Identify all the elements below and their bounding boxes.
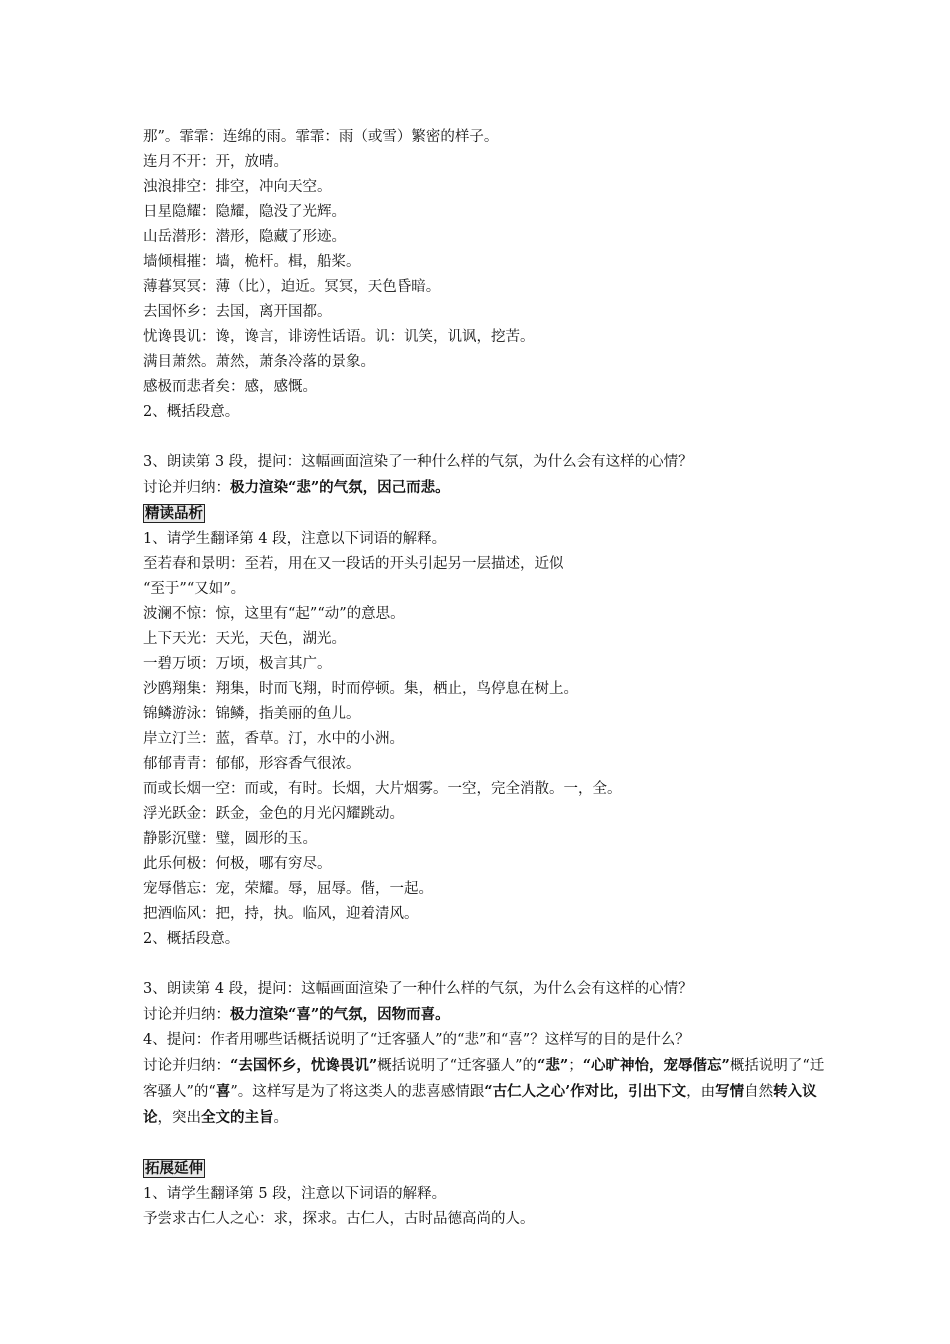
text-segment: 。 <box>273 1110 288 1126</box>
text-segment: 把酒临风：把，持，执。临风，迎着清风。 <box>143 906 419 922</box>
text-segment: 连月不开：开，放晴。 <box>143 154 288 170</box>
text-segment: ，由 <box>686 1084 716 1100</box>
bold-text: 转入议论 <box>143 1083 817 1126</box>
text-line <box>143 375 833 400</box>
text-line <box>143 1053 833 1131</box>
text-segment: 1、请学生翻译第 5 段，注意以下词语的解释。 <box>143 1186 447 1202</box>
text-line <box>143 450 833 475</box>
text-line <box>143 275 833 300</box>
text-line <box>143 1182 833 1207</box>
text-segment: 1、请学生翻译第 4 段，注意以下词语的解释。 <box>143 531 447 547</box>
text-line <box>143 852 833 877</box>
text-line <box>143 350 833 375</box>
text-segment: 2、概括段意。 <box>143 931 240 947</box>
text-line <box>143 150 833 175</box>
text-segment: ，突出 <box>157 1110 201 1126</box>
text-segment: 日星隐耀：隐耀，隐没了光辉。 <box>143 204 346 220</box>
text-segment: ”。这样写是为了将这类人的悲喜感情跟 <box>230 1084 485 1100</box>
bold-text: “去国怀乡，忧谗畏讥” <box>230 1057 378 1074</box>
text-segment: 讨论并归纳： <box>143 1007 230 1023</box>
text-segment: 郁郁青青：郁郁，形容香气很浓。 <box>143 756 361 772</box>
text-segment: 而或长烟一空：而或，有时。长烟，大片烟雾。一空，完全消散。一，全。 <box>143 781 622 797</box>
text-line <box>143 475 833 501</box>
text-segment: 忧谗畏讥：谗，谗言，诽谤性话语。讥：讥笑，讥讽，挖苦。 <box>143 329 535 345</box>
text-line <box>143 225 833 250</box>
text-line <box>143 1028 833 1053</box>
text-segment: 沙鸥翔集：翔集，时而飞翔，时而停顿。集，栖止，鸟停息在树上。 <box>143 681 578 697</box>
text-line <box>143 877 833 902</box>
text-segment: 波澜不惊：惊，这里有“起”“动”的意思。 <box>143 606 405 622</box>
section-heading-label: 拓展延伸 <box>145 1160 203 1177</box>
text-line <box>143 652 833 677</box>
text-segment: 满目萧然。萧然，萧条冷落的景象。 <box>143 354 375 370</box>
text-line <box>143 927 833 952</box>
text-line <box>143 125 833 150</box>
text-segment: 此乐何极：何极，哪有穷尽。 <box>143 856 332 872</box>
blank-line <box>143 425 833 450</box>
text-line <box>143 752 833 777</box>
text-line <box>143 977 833 1002</box>
bold-text: 极力渲染“喜”的气氛，因物而喜。 <box>230 1006 450 1023</box>
text-line <box>143 627 833 652</box>
text-segment: 锦鳞游泳：锦鳞，指美丽的鱼儿。 <box>143 706 361 722</box>
bold-text: 写情 <box>715 1083 745 1100</box>
document-body <box>143 125 833 1232</box>
section-heading-label: 精读品析 <box>145 505 203 522</box>
text-line <box>143 250 833 275</box>
text-line <box>143 777 833 802</box>
text-segment: 自然 <box>744 1084 774 1100</box>
text-line <box>143 527 833 552</box>
bold-text: “古仁人之心’作对比，引出下文 <box>484 1083 687 1100</box>
bold-text: 极力渲染“悲”的气氛，因己而悲。 <box>230 479 450 496</box>
bold-text: “心旷神怡，宠辱偕忘” <box>582 1057 730 1074</box>
text-line <box>143 400 833 425</box>
text-segment: 讨论并归纳： <box>143 1058 230 1074</box>
text-segment: 4、提问：作者用哪些话概括说明了“迁客骚人”的“悲”和“喜”？这样写的目的是什么？ <box>143 1032 690 1048</box>
text-segment: 那”。霏霏：连绵的雨。霏霏：雨（或雪）繁密的样子。 <box>143 129 499 145</box>
text-segment: 薄暮冥冥：薄（比），迫近。冥冥，天色昏暗。 <box>143 279 441 295</box>
text-segment: 山岳潜形：潜形，隐藏了形迹。 <box>143 229 346 245</box>
text-segment: 予尝求古仁人之心：求，探求。古仁人，古时品德高尚的人。 <box>143 1211 535 1227</box>
text-line <box>143 902 833 927</box>
text-line <box>143 1207 833 1232</box>
bold-text: 喜 <box>215 1083 231 1100</box>
text-segment: 上下天光：天光，天色，湖光。 <box>143 631 346 647</box>
text-line <box>143 200 833 225</box>
text-segment: 宠辱偕忘：宠，荣耀。辱，屈辱。偕，一起。 <box>143 881 433 897</box>
text-segment: 静影沉璧：璧，圆形的玉。 <box>143 831 317 847</box>
blank-line <box>143 1131 833 1156</box>
text-segment: 概括说明了“迁客骚人”的“ <box>143 1058 825 1100</box>
text-segment: 浮光跃金：跃金，金色的月光闪耀跳动。 <box>143 806 404 822</box>
section-heading <box>143 1156 833 1182</box>
text-segment: 3、朗读第 4 段，提问：这幅画面渲染了一种什么样的气氛，为什么会有这样的心情？ <box>143 981 693 997</box>
text-line <box>143 727 833 752</box>
text-line <box>143 802 833 827</box>
text-segment: 一碧万顷：万顷，极言其广。 <box>143 656 332 672</box>
bold-text: “悲” <box>537 1057 569 1074</box>
section-heading <box>143 501 833 527</box>
text-segment: 感极而悲者矣：感，感慨。 <box>143 379 317 395</box>
text-segment: “至于”“又如”。 <box>143 581 246 597</box>
text-line <box>143 175 833 200</box>
blank-line <box>143 952 833 977</box>
text-segment: ； <box>568 1058 583 1074</box>
text-segment: 2、概括段意。 <box>143 404 240 420</box>
text-segment: 墙倾楫摧：墙，桅杆。楫，船桨。 <box>143 254 361 270</box>
text-line <box>143 577 833 602</box>
text-line <box>143 552 833 577</box>
text-segment: 概括说明了“迁客骚人”的 <box>377 1058 538 1074</box>
text-line <box>143 677 833 702</box>
text-line <box>143 602 833 627</box>
text-segment: 岸立汀兰：蓝，香草。汀，水中的小洲。 <box>143 731 404 747</box>
text-line <box>143 300 833 325</box>
text-line <box>143 325 833 350</box>
text-segment: 3、朗读第 3 段，提问：这幅画面渲染了一种什么样的气氛，为什么会有这样的心情？ <box>143 454 693 470</box>
bold-text: 全文的主旨 <box>201 1109 274 1126</box>
text-segment: 讨论并归纳： <box>143 480 230 496</box>
text-segment: 至若春和景明：至若，用在又一段话的开头引起另一层描述，近似 <box>143 556 564 572</box>
text-segment: 浊浪排空：排空，冲向天空。 <box>143 179 332 195</box>
text-segment: 去国怀乡：去国，离开国都。 <box>143 304 332 320</box>
text-line <box>143 827 833 852</box>
text-line <box>143 702 833 727</box>
text-line <box>143 1002 833 1028</box>
